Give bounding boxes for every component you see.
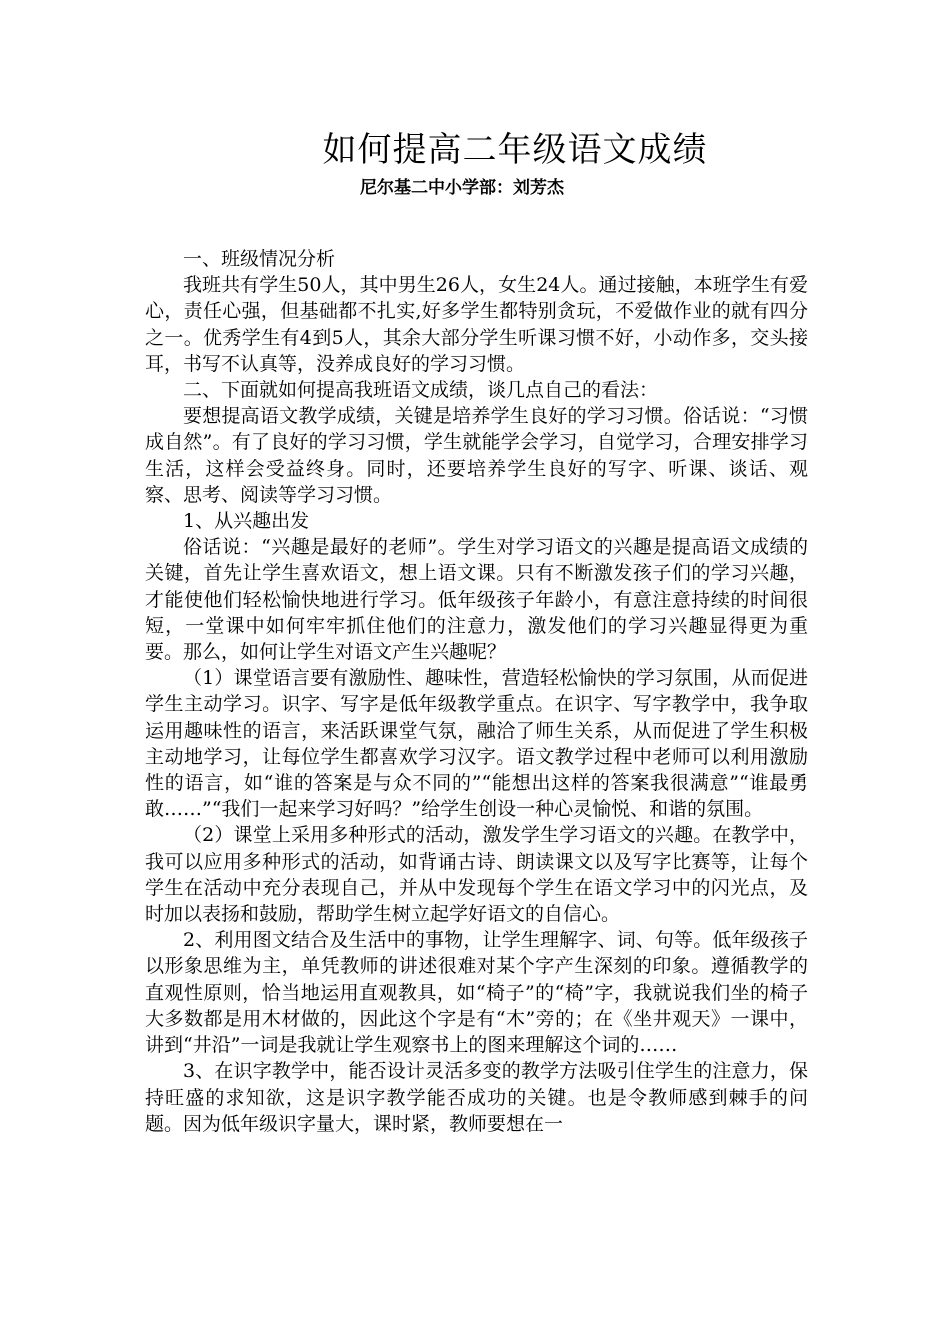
paragraph: 一、班级情况分析 — [183, 248, 336, 270]
document-author: 尼尔基二中小学部：刘芳杰 — [360, 178, 564, 198]
paragraph: （1）课堂语言要有激励性、趣味性，营造轻松愉快的学习氛围，从而促进学生主动学习。识字、写字是低年级教学重点。在识字、写字教学中，我争取运用趣味性的语言，来活跃课堂气氛，融洽了师生关系，从而促进了学生积极主动地学习，让每位学生都喜欢学习汉字。语文教学过程中老师可以利用激励性的语言，如“谁的答案是与众不同的”“能想出这样的答案我很满意”“谁最勇敢……”“我们一起来学习好吗？”给学生创设一种心灵愉悦、和谐的氛围。 — [145, 667, 808, 821]
paragraph: 1、从兴趣出发 — [183, 510, 310, 533]
paragraph: 2、利用图文结合及生活中的事物，让学生理解字、词、句等。低年级孩子以形象思维为主，单凭教师的讲述很难对某个字产生深刻的印象。遵循教学的直观性原则，恰当地运用直观教具，如“椅子”的“椅”字，我就说我们坐的椅子大多数都是用木材做的，因此这个字是有“木”旁的；在《坐井观天》一课中，讲到“井沿”一词是我就让学生观察书上的图来理解这个词的…… — [145, 929, 808, 1057]
paragraph: 二、下面就如何提高我班语文成绩，谈几点自己的看法： — [183, 379, 659, 402]
paragraph: 要想提高语文教学成绩，关键是培养学生良好的学习习惯。俗话说：“习惯成自然”。有了良好的学习习惯，学生就能学会学习，自觉学习，合理安排学习生活，这样会受益终身。同时，还要培养学生良好的写字、听课、谈话、观察、思考、阅读等学习习惯。 — [145, 405, 808, 506]
document-title: 如何提高二年级语文成绩 — [322, 130, 708, 170]
paragraph: 俗话说：“兴趣是最好的老师”。学生对学习语文的兴趣是提高语文成绩的关键，首先让学生喜欢语文，想上语文课。只有不断激发孩子们的学习兴趣，才能使他们轻松愉快地进行学习。低年级孩子年龄小，有意注意持续的时间很短，一堂课中如何牢牢抓住他们的注意力，激发他们的学习兴趣显得更为重要。那么，如何让学生对语文产生兴趣呢？ — [145, 536, 808, 664]
paragraph: （2）课堂上采用多种形式的活动，激发学生学习语文的兴趣。在教学中，我可以应用多种形式的活动，如背诵古诗、朗读课文以及写字比赛等，让每个学生在活动中充分表现自己，并从中发现每个学生在语文学习中的闪光点，及时加以表扬和鼓励，帮助学生树立起学好语文的自信心。 — [145, 824, 808, 926]
paragraph: 3、在识字教学中，能否设计灵活多变的教学方法吸引住学生的注意力，保持旺盛的求知欲，这是识字教学能否成功的关键。也是令教师感到棘手的问题。因为低年级识字量大，课时紧，教师要想在一 — [145, 1060, 808, 1135]
paragraph: 我班共有学生50人，其中男生26人，女生24人。通过接触，本班学生有爱心，责任心强，但基础都不扎实,好多学生都特别贪玩，不爱做作业的就有四分之一。优秀学生有4到5人，其余大部分学生听课习惯不好，小动作多，交头接耳，书写不认真等，没养成良好的学习习惯。 — [145, 274, 808, 375]
document-body — [145, 246, 808, 1137]
